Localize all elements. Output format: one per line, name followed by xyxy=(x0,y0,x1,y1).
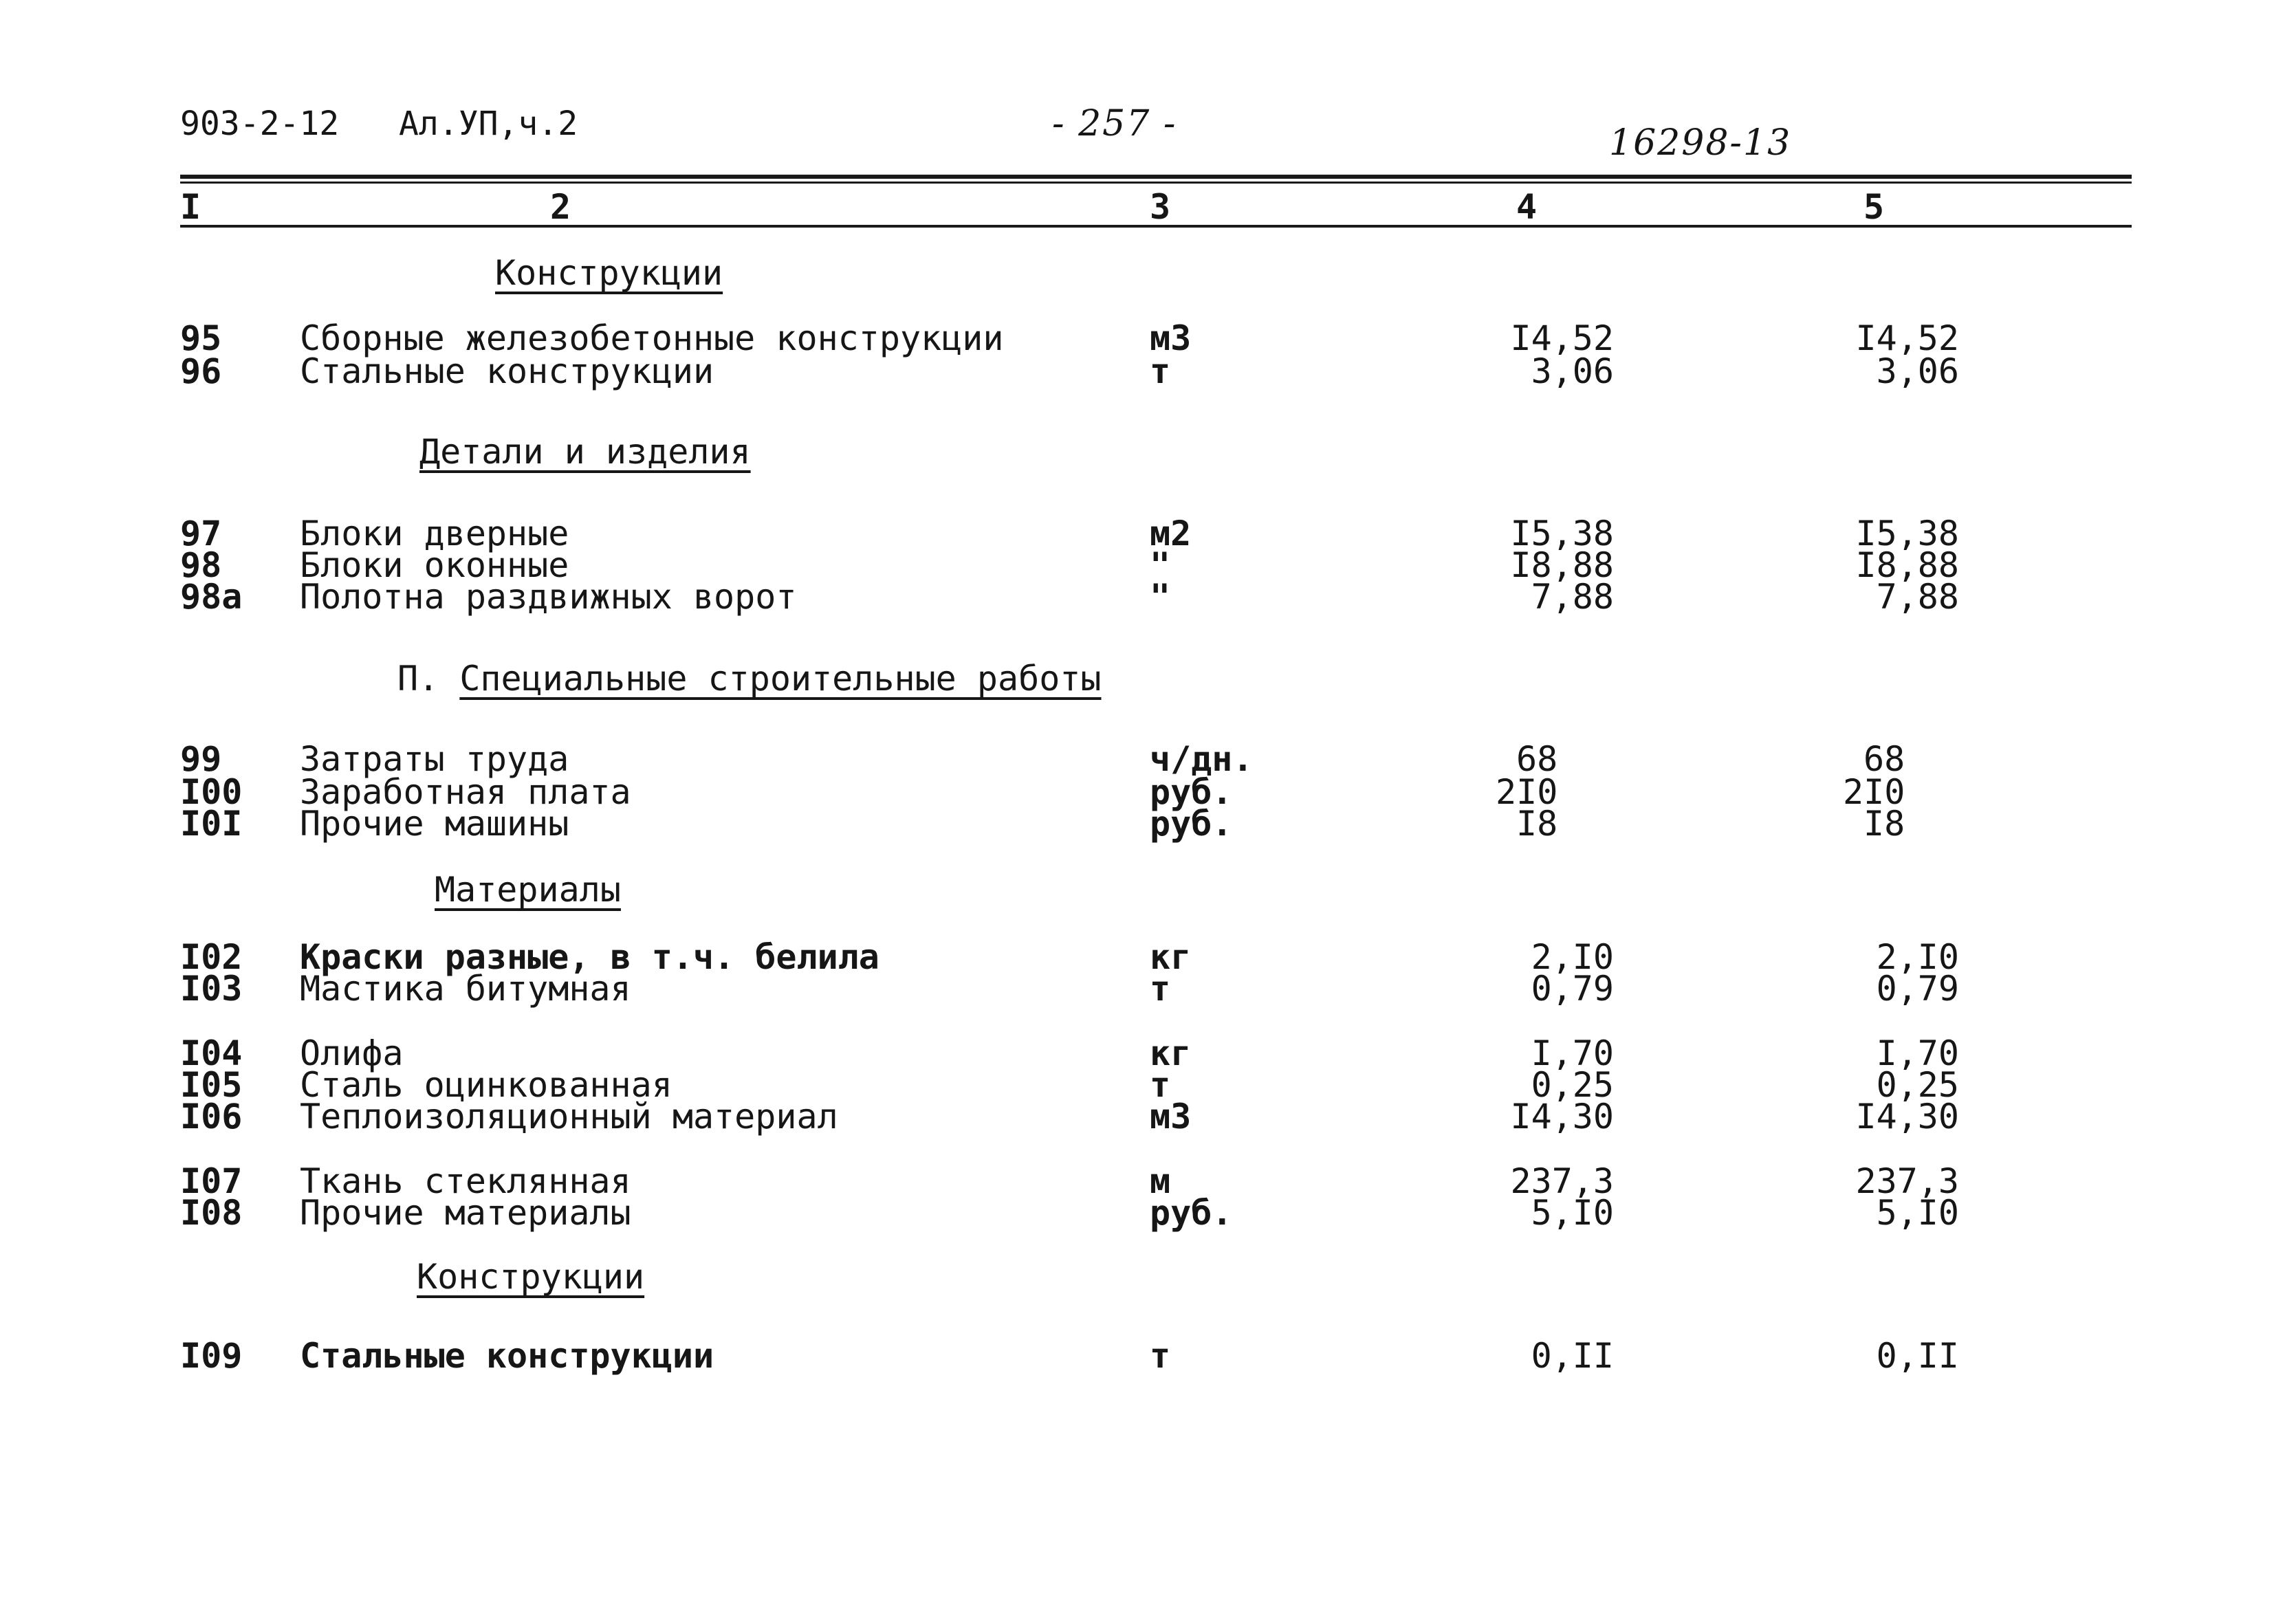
row-number: I0I xyxy=(180,804,243,844)
value-col5: I8 xyxy=(1863,804,1905,844)
section-heading-materials: Материалы xyxy=(435,870,621,910)
item-unit: ч/дн. xyxy=(1150,739,1254,779)
table-row xyxy=(0,739,2274,779)
item-name: Мастика битумная xyxy=(300,969,631,1009)
item-name: Стальные конструкции xyxy=(300,351,714,391)
value-col5: I5,38 xyxy=(1855,514,1959,553)
item-name: Затраты труда xyxy=(300,739,569,779)
row-number: I06 xyxy=(180,1097,243,1137)
value-col5: 5,I0 xyxy=(1876,1193,1959,1233)
value-col4: 2,I0 xyxy=(1531,937,1614,977)
value-col4: 3,06 xyxy=(1531,351,1614,391)
value-col5: I4,30 xyxy=(1855,1097,1959,1137)
row-number: I08 xyxy=(180,1193,243,1233)
section-heading-details: Детали и изделия xyxy=(419,432,751,472)
item-name: Блоки дверные xyxy=(300,514,569,553)
item-name: Сборные железобетонные конструкции xyxy=(300,318,1004,358)
item-unit: руб. xyxy=(1150,772,1233,812)
section-roman-numeral: П. xyxy=(397,659,439,699)
value-col4: 7,88 xyxy=(1531,577,1614,617)
table-row xyxy=(0,577,2274,617)
column-header-3: 3 xyxy=(1150,187,1171,227)
table-row xyxy=(0,1193,2274,1233)
value-col5: 2I0 xyxy=(1843,772,1905,812)
item-name: Прочие машины xyxy=(300,804,569,844)
item-name: Стальные конструкции xyxy=(300,1336,714,1376)
item-unit: руб. xyxy=(1150,804,1233,844)
value-col4: I5,38 xyxy=(1510,514,1614,553)
row-number: I04 xyxy=(180,1033,243,1073)
table-row xyxy=(0,804,2274,844)
item-unit: " xyxy=(1150,545,1171,585)
item-name: Олифа xyxy=(300,1033,404,1073)
item-unit: кг xyxy=(1150,937,1192,977)
item-unit: т xyxy=(1150,1336,1171,1376)
value-col4: 2I0 xyxy=(1496,772,1558,812)
item-name: Теплоизоляционный материал xyxy=(300,1097,838,1137)
row-number: 99 xyxy=(180,739,222,779)
table-row xyxy=(0,351,2274,391)
table-row xyxy=(0,1336,2274,1376)
item-unit: т xyxy=(1150,969,1171,1009)
row-number: 95 xyxy=(180,318,222,358)
value-col5: I,70 xyxy=(1876,1033,1959,1073)
row-number: 98 xyxy=(180,545,222,585)
value-col5: I8,88 xyxy=(1855,545,1959,585)
item-unit: м xyxy=(1150,1161,1171,1201)
value-col4: 0,25 xyxy=(1531,1065,1614,1105)
item-unit: " xyxy=(1150,577,1171,617)
row-number: I05 xyxy=(180,1065,243,1105)
item-name: Сталь оцинкованная xyxy=(300,1065,673,1105)
value-col5: 2,I0 xyxy=(1876,937,1959,977)
column-header-1: I xyxy=(180,187,201,227)
table-row xyxy=(0,318,2274,358)
row-number: I09 xyxy=(180,1336,243,1376)
item-unit: т xyxy=(1150,351,1171,391)
value-col4: 5,I0 xyxy=(1531,1193,1614,1233)
item-name: Заработная плата xyxy=(300,772,631,812)
item-unit: м3 xyxy=(1150,1097,1192,1137)
value-col4: I8,88 xyxy=(1510,545,1614,585)
column-header-5: 5 xyxy=(1863,187,1885,227)
value-col4: I,70 xyxy=(1531,1033,1614,1073)
row-number: I00 xyxy=(180,772,243,812)
value-col4: 0,79 xyxy=(1531,969,1614,1009)
value-col4: I4,52 xyxy=(1510,318,1614,358)
row-number: I02 xyxy=(180,937,243,977)
inventory-number: 16298-13 xyxy=(1609,122,1792,164)
item-name: Ткань стеклянная xyxy=(300,1161,631,1201)
value-col4: I4,30 xyxy=(1510,1097,1614,1137)
value-col5: 237,3 xyxy=(1855,1161,1959,1201)
item-name: Прочие материалы xyxy=(300,1193,631,1233)
item-unit: руб. xyxy=(1150,1193,1233,1233)
document-code: 903-2-12 xyxy=(180,105,340,143)
value-col5: 7,88 xyxy=(1876,577,1959,617)
column-header-2: 2 xyxy=(550,187,571,227)
row-number: 96 xyxy=(180,351,222,391)
table-row xyxy=(0,969,2274,1009)
value-col4: I8 xyxy=(1516,804,1558,844)
value-col5: 0,79 xyxy=(1876,969,1959,1009)
table-row xyxy=(0,1097,2274,1137)
item-unit: т xyxy=(1150,1065,1171,1105)
row-number: 98а xyxy=(180,577,243,617)
value-col5: 0,II xyxy=(1876,1336,1959,1376)
value-col5: I4,52 xyxy=(1855,318,1959,358)
value-col5: 68 xyxy=(1863,739,1905,779)
value-col4: 0,II xyxy=(1531,1336,1614,1376)
value-col4: 237,3 xyxy=(1510,1161,1614,1201)
value-col5: 0,25 xyxy=(1876,1065,1959,1105)
row-number: I03 xyxy=(180,969,243,1009)
item-unit: м2 xyxy=(1150,514,1192,553)
section-heading-constructions-2: Конструкции xyxy=(417,1257,645,1297)
column-header-4: 4 xyxy=(1516,187,1538,227)
item-name: Блоки оконные xyxy=(300,545,569,585)
item-name: Краски разные, в т.ч. белила xyxy=(300,937,879,977)
item-unit: м3 xyxy=(1150,318,1192,358)
section-heading-special-works: П. Специальные строительные работы xyxy=(397,659,1102,699)
row-number: 97 xyxy=(180,514,222,553)
album-reference: Ал.УП,ч.2 xyxy=(399,105,578,143)
top-thin-rule xyxy=(180,182,2132,184)
value-col5: 3,06 xyxy=(1876,351,1959,391)
value-col4: 68 xyxy=(1516,739,1558,779)
section-heading-constructions: Конструкции xyxy=(495,253,723,293)
top-double-rule xyxy=(180,175,2132,179)
page-number: - 257 - xyxy=(1052,103,1177,144)
row-number: I07 xyxy=(180,1161,243,1201)
item-unit: кг xyxy=(1150,1033,1192,1073)
item-name: Полотна раздвижных ворот xyxy=(300,577,797,617)
